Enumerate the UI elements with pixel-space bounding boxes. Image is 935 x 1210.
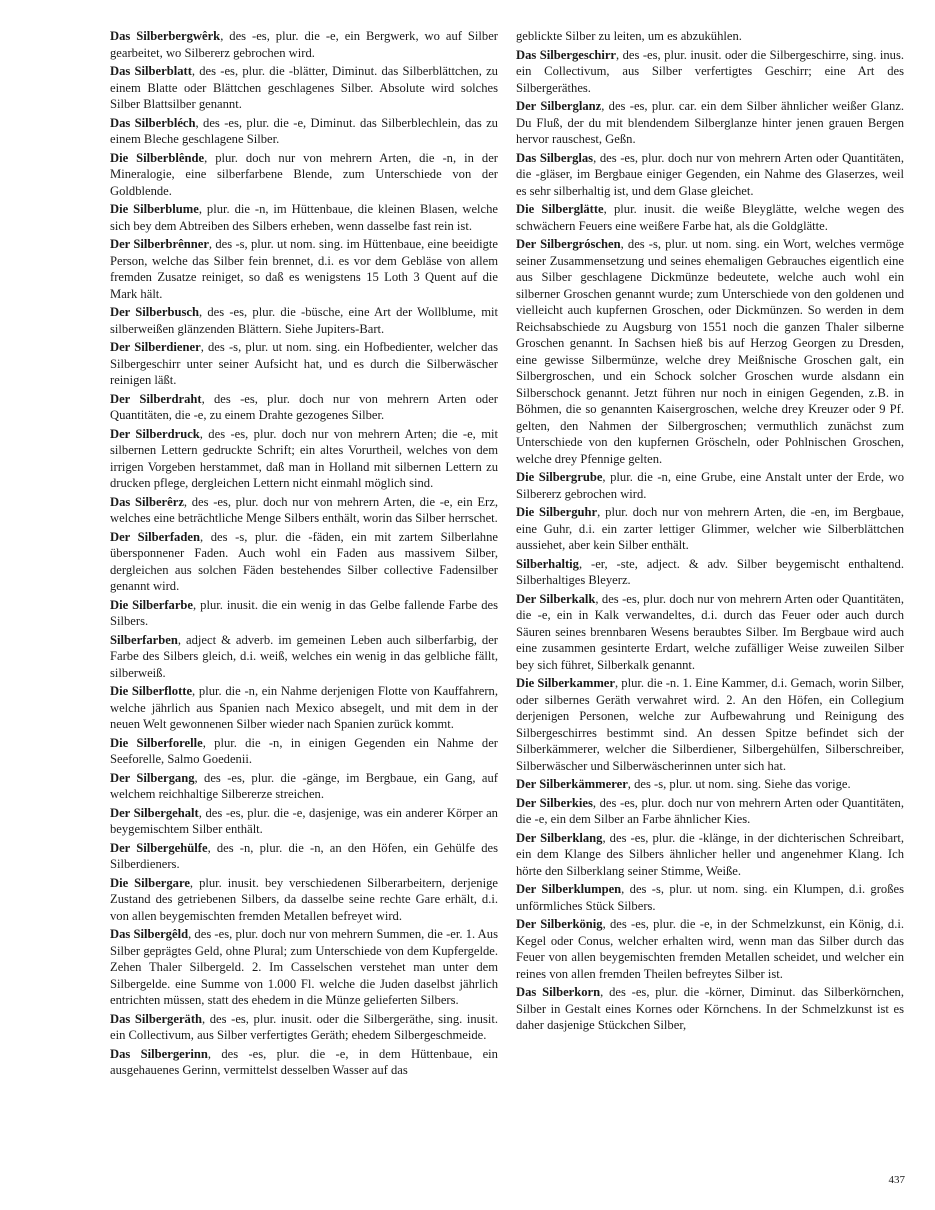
entry-definition: , des -es, plur. die -e, ein Bergwerk, wo auf Silber gearbeitet, wo Silbererz gebrochen wird. <box>110 29 498 60</box>
dictionary-entry <box>110 1046 498 1079</box>
dictionary-entry <box>516 591 904 674</box>
entry-definition: , des -es, plur. die -klänge, in der dichterischen Schreibart, ein dem Klange des Silbers ähnlicher heller und angenehmer Klang. Ich hörte den Silberklang seiner Stimme, Weiße. <box>516 830 904 878</box>
headword: Das Silbergêld <box>110 927 189 941</box>
entry-definition: , des -es, plur. die -e, in dem Hüttenbaue, ein ausgehauenes Gerinn, vermittelst desselben Wasser auf das <box>110 1046 498 1077</box>
headword: Die Silberblênde <box>110 150 205 165</box>
entry-definition: , plur. doch nur von mehrern Arten, die -n, in der Mineralogie, eine silberfarbene Blende, zum Unterschiede von der Goldblende. <box>110 150 498 198</box>
headword: Der Silbergehülfe <box>110 840 208 855</box>
headword: Der Silberkämmerer <box>516 777 628 791</box>
dictionary-entry <box>110 494 498 527</box>
dictionary-page <box>110 28 904 1178</box>
headword: Die Silberflotte <box>110 684 193 698</box>
dictionary-entry <box>110 150 498 200</box>
entry-definition: , des -es, plur. die -e, in der Schmelzkunst, ein König, d.i. Kegel oder Conus, welcher erhalten wird, wenn man das Silber durch das Feuer von allen beygemischten fremden Metallen scheidet, und welcher ein reines von allen fremden Theilen befreytes Silber ist. <box>516 917 904 981</box>
entry-definition: , plur. doch nur von mehrern Arten, die -en, im Bergbaue, eine Guhr, d.i. ein zarter lettiger Glimmer, welcher wie Silberblättchen aussiehet, aber kein Silber enthält. <box>516 505 904 552</box>
dictionary-entry <box>110 597 498 630</box>
dictionary-entry <box>516 916 904 982</box>
headword: Das Silberêrz <box>110 494 184 509</box>
headword: Das Silberbléch <box>110 115 196 130</box>
entry-definition: , des -es, plur. doch nur von mehrern Arten oder Quantitäten, die -e, zu einem Drahte gezogenes Silber. <box>110 391 498 422</box>
dictionary-entry <box>110 840 498 873</box>
headword: Das Silberkorn <box>516 985 601 999</box>
entry-definition: , des -es, plur. doch nur von mehrern Arten oder Quantitäten, die -gläser, im Bergbaue einiger Gegenden, ein Nahme des Glaserzes, weil es sehr silberhaltig ist, und dem Glase gleichet. <box>516 150 904 198</box>
entry-definition: , des -s, plur. ut nom. sing. ein Klumpen, d.i. großes unförmliches Stück Silbers. <box>516 882 904 913</box>
headword: Das Silbergeräth <box>110 1011 203 1026</box>
dictionary-entry <box>110 426 498 492</box>
dictionary-entry <box>110 304 498 337</box>
entry-definition: , des -es, plur. inusit. oder die Silbergeschirre, sing. inus. ein Collectivum, aus Silber verfertigtes Geschirr; eine Art des Silbergeräthes. <box>516 47 904 95</box>
dictionary-entry <box>110 1011 498 1044</box>
headword: Die Silbergare <box>110 875 190 890</box>
dictionary-entry <box>110 28 498 61</box>
entry-definition: , des -n, plur. die -n, an den Höfen, ein Gehülfe des Silberdieners. <box>110 840 498 871</box>
headword: Der Silberdruck <box>110 426 200 441</box>
dictionary-entry <box>516 236 904 467</box>
entry-definition: , plur. inusit. die ein wenig in das Gelbe fallende Farbe des Silbers. <box>110 597 498 628</box>
dictionary-entry <box>516 28 904 45</box>
entry-definition: , des -s, plur. ut nom. sing. Siehe das vorige. <box>627 777 851 791</box>
entry-definition: , des -es, plur. die -büsche, eine Art der Wollblume, mit silberweißen glänzenden Blättern. Siehe Jupiters-Bart. <box>110 305 498 336</box>
headword: Der Silberkies <box>516 795 593 810</box>
headword: Die Silberglätte <box>516 202 604 216</box>
headword: Der Silberdraht <box>110 391 202 406</box>
dictionary-entry <box>110 632 498 682</box>
dictionary-entry <box>110 770 498 803</box>
entry-definition: , des -s, plur. die -fäden, ein mit zartem Silberlahne übersponnener Faden. Auch wohl ein Faden aus massivem Silber, dergleichen aus solchen Fäden bestehendes Silber collective Fadensilber genannt wird. <box>110 529 498 593</box>
headword: Die Silberguhr <box>516 505 598 519</box>
dictionary-entry <box>110 201 498 234</box>
dictionary-entry <box>110 875 498 925</box>
entry-definition: , plur. inusit. bey verschiedenen Silberarbeitern, derjenige Zustand des getriebenen Silbers, da dasselbe seine rechte Gare erhält, d.i. von allen beygemischten fremden Metallen befreyet wird. <box>110 875 498 923</box>
headword: Der Silberdiener <box>110 340 201 354</box>
dictionary-entry <box>516 150 904 200</box>
entry-definition: , des -es, plur. die -e, dasjenige, was ein anderer Körper an beygemischtem Silber enthält. <box>110 805 498 836</box>
entry-definition: , des -es, plur. doch nur von mehrern Arten oder Quantitäten, die -e, ein dem Silber an Farbe ähnlicher Kies. <box>516 795 904 826</box>
entry-definition: , des -es, plur. car. ein dem Silber ähnlicher weißer Glanz. Du Fluß, der du mit blendendem Silberglanze hinter jenen grauen Bergen hervor rauschest, Geßn. <box>516 99 904 146</box>
headword: Das Silberblatt <box>110 64 192 78</box>
dictionary-entry <box>516 881 904 914</box>
headword: Die Silberkammer <box>516 676 615 690</box>
entry-definition: geblickte Silber zu leiten, um es abzukühlen. <box>516 29 742 43</box>
dictionary-entry <box>110 926 498 1009</box>
dictionary-entry <box>516 469 904 502</box>
headword: Das Silbergerinn <box>110 1046 208 1061</box>
headword: Silberhaltig <box>516 556 579 571</box>
entry-definition: , des -s, plur. ut nom. sing. im Hüttenbaue, eine beeidigte Person, welche das Silber fein brennet, d.i. es vor dem Gebläse von allem fremden Zusatze reiniget, so daß es wenigstens 15 Loth 3 Quent auf die Mark hält. <box>110 237 498 301</box>
headword: Der Silberkönig <box>516 917 603 931</box>
entry-definition: , des -s, plur. ut nom. sing. ein Wort, welches vermöge seiner Zusammensetzung und seines ehemaligen Gebrauches eigentlich eine aus Silber geschlagene Dickmünze bedeutete, welche auch wohl ein silberner Groschen genannt wurde; zum Unterschiede von den goldenen und vielleicht auch kupfernen Groschen, oder Dickmünzen. So werden in dem Reichsabschiede zu Augsburg von 1551 noch die ganzen Thaler silberne Groschen genannt. In Sachsen hieß bis auf Herzog Georgen zu Dresden, eine gewisse Silbermünze, welche drey Meißnische Groschen galt, ein Silbergroschen, und ein Schock solcher Groschen wurde alsdann ein Silberschock genannt. Jetzt führen nur noch in einigen Gegenden, z.B. in Böhmen, die so genannten Kaisergroschen, welche drey Kreuzer oder 9 Pf. gelten, den Nahmen der Silbergroschen; vermuthlich zunächst zum Unterschiede von den kupfernen Gröscheln, oder Pohlnischen Groschen, welche drey Pfennige gelten. <box>516 237 904 466</box>
headword: Die Silberfarbe <box>110 597 194 612</box>
headword: Die Silberblume <box>110 202 199 216</box>
entry-definition: , des -s, plur. ut nom. sing. ein Hofbedienter, welcher das Silbergeschirr unter seiner Aufsicht hat, und es durch die Silberwäscher reinigen läßt. <box>110 340 498 387</box>
entry-definition: , des -es, plur. doch nur von mehrern Summen, die -er. 1. Aus Silber geprägtes Geld, ohne Plural; zum Unterschiede von dem Kupfergelde. Zehen Thaler Silbergeld. 2. Im Casselschen verstehet man unter dem Silbergelde. eine Summe von 1.000 Fl. welche die Juden daselbst jährlich entrichten müssen, statt des ehedem in die Münze gelieferten Silbers. <box>110 927 498 1007</box>
headword: Die Silbergrube <box>516 470 603 484</box>
headword: Der Silbergehalt <box>110 805 199 820</box>
dictionary-entry <box>516 47 904 97</box>
dictionary-entry <box>110 735 498 768</box>
entry-definition: , plur. die -n, im Hüttenbaue, die kleinen Blasen, welche sich bey dem Abtreiben des Silbers erheben, wenn dasselbe fast rein ist. <box>110 202 498 233</box>
headword: Der Silberglanz <box>516 99 602 113</box>
headword: Der Silberkalk <box>516 591 596 606</box>
headword: Die Silberforelle <box>110 735 203 750</box>
entry-definition: , adject & adverb. im gemeinen Leben auch silberfarbig, der Farbe des Silbers gleich, d.i. weiß, welches ein wenig in das gelbliche fällt, silberweiß. <box>110 632 498 680</box>
dictionary-entry <box>110 115 498 148</box>
dictionary-entry <box>516 201 904 234</box>
dictionary-entry <box>110 236 498 302</box>
entry-definition: , des -es, plur. die -körner, Diminut. das Silberkörnchen, Silber in Gestalt eines Kornes oder Körnchens. In der Schmelzkunst ist es daher dasjenige Stückchen Silber, <box>516 985 904 1032</box>
page-number: 437 <box>888 1174 905 1186</box>
headword: Das Silbergeschirr <box>516 47 616 62</box>
headword: Der Silbergróschen <box>516 237 621 251</box>
headword: Der Silberbrênner <box>110 237 209 251</box>
entry-definition: , plur. die -n. 1. Eine Kammer, d.i. Gemach, worin Silber, oder silbernes Geräth verwahret wird. 2. An den Höfen, ein Collegium derjenigen Personen, welche zur Aufbewahrung und Reinigung des Silbergeschirres bestimmt sind. An dessen Spitze befindet sich der Silberkämmerer, welcher die Silberdiener, Silbergehülfen, Silberschreiber, Silberwäscher und Silberwäscherinnen unter sich hat. <box>516 676 904 773</box>
headword: Der Silbergang <box>110 770 195 785</box>
dictionary-entry <box>516 675 904 774</box>
right-column <box>516 28 904 1178</box>
entry-definition: , des -es, plur. doch nur von mehrern Arten, die -e, ein Erz, welches eine beträchtliche Menge Silbers enthält, worin das Silber herrschet. <box>110 494 498 525</box>
entry-definition: , -er, -ste, adject. & adv. Silber beygemischt enthaltend. Silberhaltiges Bleyerz. <box>516 556 904 587</box>
entry-definition: , plur. inusit. die weiße Bleyglätte, welche wegen des schwächern Feuers eine weißere Farbe hat, als die Goldglätte. <box>516 202 904 233</box>
headword: Das Silberbergwêrk <box>110 29 221 43</box>
dictionary-entry <box>110 805 498 838</box>
headword: Der Silberklang <box>516 830 603 845</box>
headword: Das Silberglas <box>516 150 594 165</box>
entry-definition: , plur. die -n, eine Grube, eine Anstalt unter der Erde, wo Silbererz gebrochen wird. <box>516 470 904 501</box>
entry-definition: , plur. die -n, in einigen Gegenden ein Nahme der Seeforelle, Salmo Goedenii. <box>110 735 498 766</box>
dictionary-entry <box>110 339 498 389</box>
dictionary-entry <box>516 984 904 1034</box>
entry-definition: , des -es, plur. inusit. oder die Silbergeräthe, sing. inusit. ein Collectivum, aus Silber verfertigtes Geräth; ehedem Silbergeschmeide. <box>110 1011 498 1042</box>
entry-definition: , des -es, plur. die -blätter, Diminut. das Silberblättchen, zu einem Blatte oder Blättchen geschlagenes Silber. Absolute wird solches Silber Blattsilber genannt. <box>110 64 498 111</box>
dictionary-entry <box>110 391 498 424</box>
dictionary-entry <box>516 556 904 589</box>
entry-definition: , des -es, plur. doch nur von mehrern Arten oder Quantitäten, die -e, ein in Kalk verwandeltes, d.i. durch das Feuer oder auch durch Säuren seines brennbaren Wesens beraubtes Silber. Im Bergbaue wird auch eine zusammen gesinterte Erdart, welche zufälliger Weise zuweilen Silber bey sich führet, Silberkalk genannt. <box>516 591 904 672</box>
dictionary-entry <box>110 683 498 733</box>
entry-definition: , des -es, plur. doch nur von mehrern Arten; die -e, mit silbernen Lettern gedruckte Schrift; ein altes Vorurtheil, welches von dem irrigen Vorgeben herstammet, daß man in Holland mit silbernen Lettern zu drucken pflege, dergleichen Lettern nicht einmahl möglich sind. <box>110 426 498 490</box>
entry-definition: , des -es, plur. die -gänge, im Bergbaue, ein Gang, auf welchem reichhaltige Silbererze streichen. <box>110 770 498 801</box>
entry-definition: , des -es, plur. die -e, Diminut. das Silberblechlein, das zu einem Bleche geschlagene Silber. <box>110 115 498 146</box>
dictionary-entry <box>516 776 904 793</box>
left-column <box>110 28 498 1178</box>
dictionary-entry <box>110 63 498 113</box>
dictionary-entry <box>516 795 904 828</box>
entry-definition: , plur. die -n, ein Nahme derjenigen Flotte von Kauffahrern, welche jährlich aus Spanien nach Mexico absegelt, und mit dem in der neuen Welt gewonnenen Silber wieder nach Spanien zurück kommt. <box>110 684 498 731</box>
headword: Der Silberfaden <box>110 529 200 544</box>
dictionary-entry <box>110 529 498 595</box>
dictionary-entry <box>516 830 904 880</box>
headword: Silberfarben <box>110 632 178 647</box>
headword: Der Silberklumpen <box>516 882 622 896</box>
headword: Der Silberbusch <box>110 305 199 319</box>
dictionary-entry <box>516 504 904 554</box>
dictionary-entry <box>516 98 904 148</box>
